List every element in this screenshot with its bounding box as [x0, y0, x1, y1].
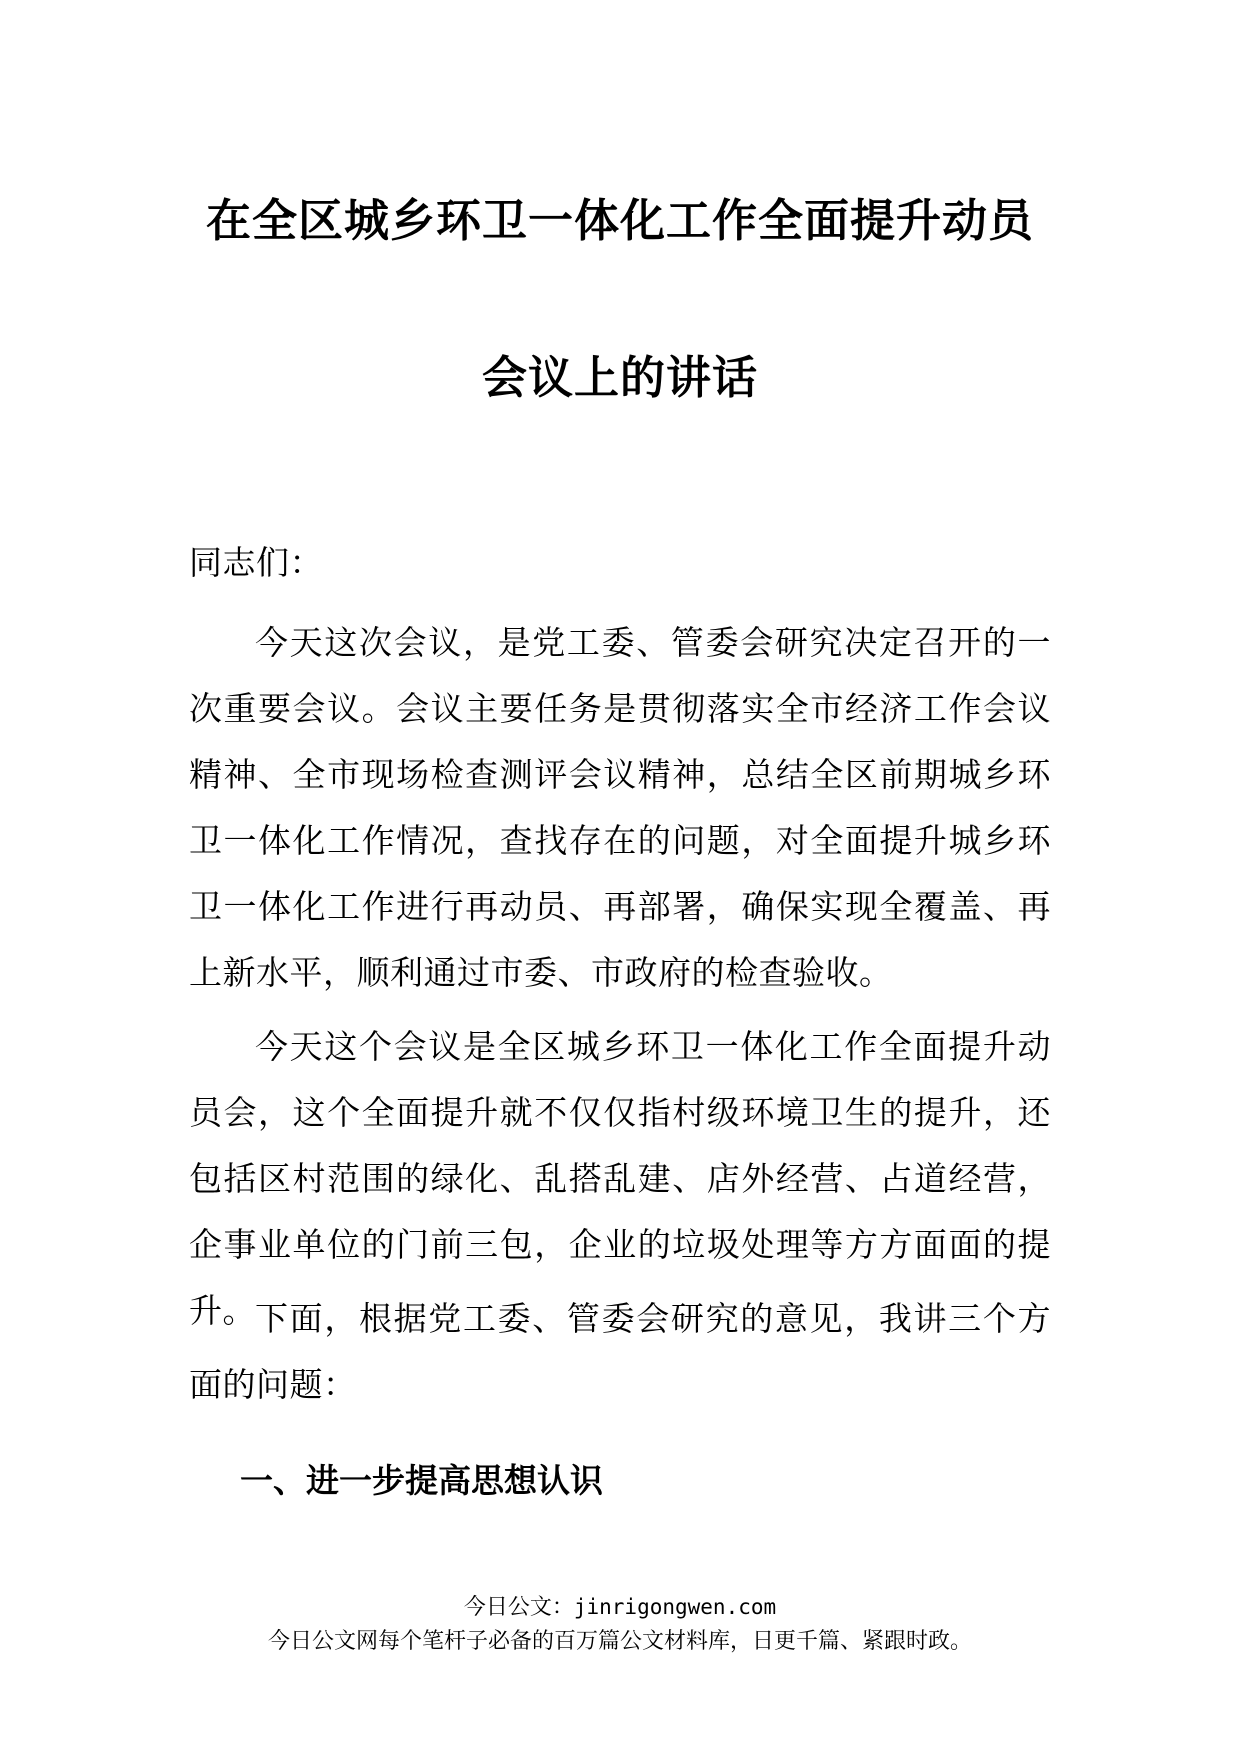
section-heading-1: 一、进一步提高思想认识: [240, 1461, 603, 1500]
paragraph-2-text: 今天这个会议是全区城乡环卫一体化工作全面提升动员会，这个全面提升就不仅仅指村级环境卫生的提升，还包括区村范围的绿化、乱搭乱建、店外经营、占道经营，企事业单位的门前三包，企业的垃圾处理等方方面面的提升。: [189, 1027, 1051, 1330]
document-title-line-2: 会议上的讲话: [481, 351, 758, 404]
paragraph-3: [189, 1286, 1051, 1418]
document-title-line-1: 在全区城乡环卫一体化工作全面提升动员: [205, 194, 1034, 247]
footer-source: [0, 1597, 1240, 1619]
paragraph-1-text: 今天这次会议，是党工委、管委会研究决定召开的一次重要会议。会议主要任务是贯彻落实全市经济工作会议精神、全市现场检查测评会议精神，总结全区前期城乡环卫一体化工作情况，查找存在的问题，对全面提升城乡环卫一体化工作进行再动员、再部署，确保实现全覆盖、再上新水平，顺利通过市委、市政府的检查验收。: [189, 623, 1051, 992]
footer-tagline: 今日公文网每个笔杆子必备的百万篇公文材料库，日更千篇、紧跟时政。: [267, 1629, 972, 1654]
paragraph-3-text: 下面，根据党工委、管委会研究的意见，我讲三个方面的问题：: [189, 1299, 1051, 1404]
footer-site-label: 今日公文：: [463, 1595, 574, 1620]
paragraph-1: [189, 610, 1051, 1006]
footer-site-link[interactable]: jinrigongwen.com: [573, 1595, 777, 1619]
salutation: 同志们：: [189, 543, 323, 582]
